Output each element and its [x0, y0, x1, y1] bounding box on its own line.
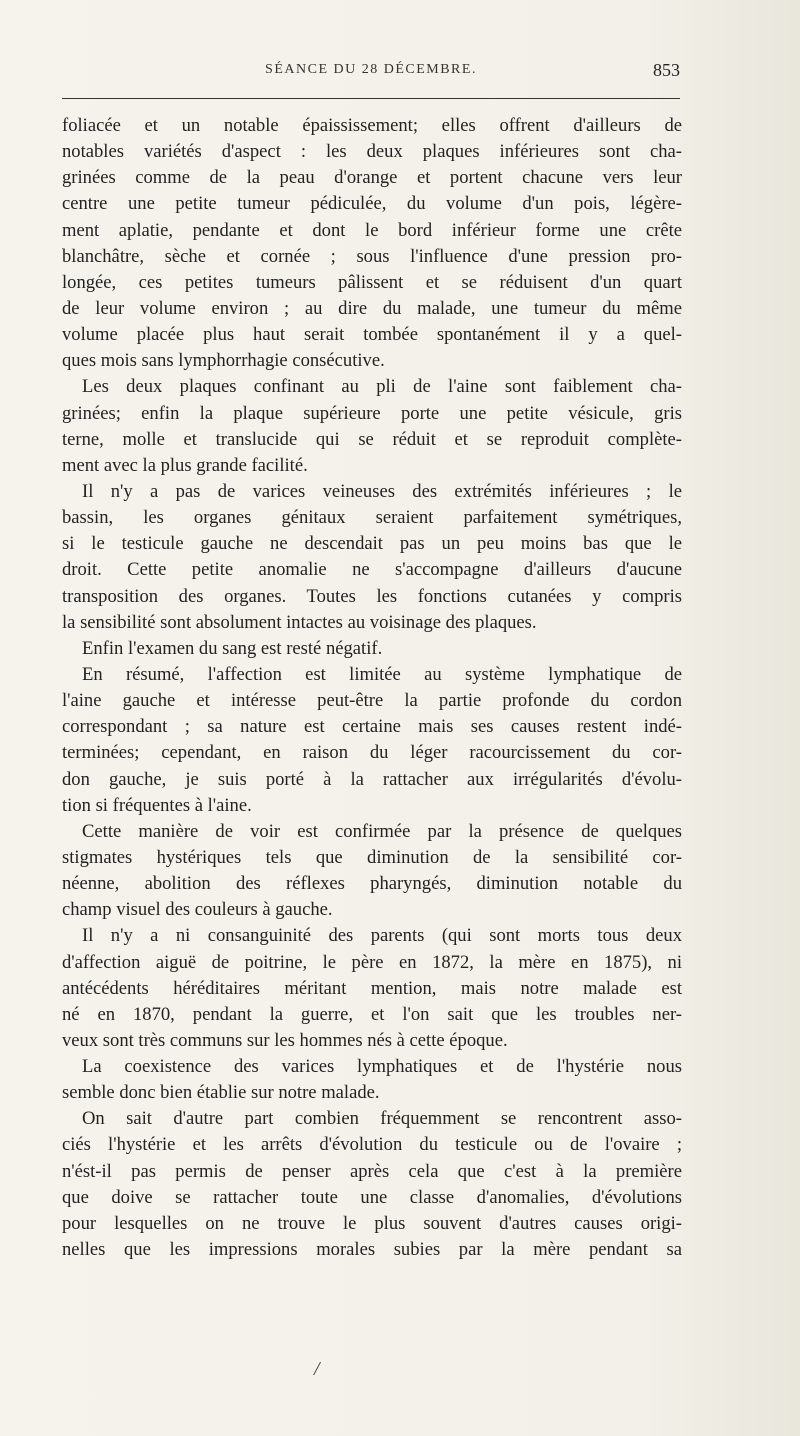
- text-line: On sait d'autre part combien fréquemment se rencontrent asso-: [82, 1108, 682, 1130]
- paragraph: [62, 923, 682, 1054]
- text-line: Il n'y a pas de varices veineuses des extrémités inférieures ; le: [82, 480, 682, 502]
- text-line: d'affection aiguë de poitrine, le père en 1872, la mère en 1875), ni: [62, 951, 682, 973]
- text-line: néenne, abolition des réflexes pharyngés, diminution notable du: [62, 873, 682, 895]
- stray-mark: /: [314, 1358, 320, 1380]
- paragraph: [62, 1106, 682, 1263]
- text-line: Cette manière de voir est confirmée par la présence de quelques: [82, 820, 682, 842]
- running-title: SÉANCE DU 28 DÉCEMBRE.: [265, 62, 477, 77]
- text-line: tion si fréquentes à l'aine.: [62, 794, 252, 816]
- text-line: nelles que les impressions morales subies par la mère pendant sa: [62, 1239, 682, 1261]
- text-line: de leur volume environ ; au dire du malade, une tumeur du même: [62, 297, 682, 319]
- text-line: correspondant ; sa nature est certaine mais ses causes restent indé-: [62, 716, 682, 738]
- text-line: veux sont très communs sur les hommes nés à cette époque.: [62, 1029, 508, 1051]
- text-line: grinées comme de la peau d'orange et portent chacune vers leur: [62, 167, 682, 189]
- text-line: bassin, les organes génitaux seraient parfaitement symétriques,: [62, 507, 682, 529]
- text-line: centre une petite tumeur pédiculée, du volume d'un pois, légère-: [62, 193, 682, 215]
- text-line: En résumé, l'affection est limitée au système lymphatique de: [82, 663, 682, 685]
- paragraph: [62, 479, 682, 636]
- text-line: Il n'y a ni consanguinité des parents (qui sont morts tous deux: [82, 925, 682, 947]
- text-line: blanchâtre, sèche et cornée ; sous l'influence d'une pression pro-: [62, 245, 682, 267]
- running-head: [62, 62, 680, 86]
- paragraph: [62, 636, 682, 662]
- text-line: si le testicule gauche ne descendait pas un peu moins bas que le: [62, 533, 682, 555]
- paragraph: [62, 374, 682, 479]
- paragraph: [62, 1054, 682, 1106]
- text-line: ment avec la plus grande facilité.: [62, 454, 308, 476]
- text-line: Enfin l'examen du sang est resté négatif.: [82, 637, 383, 659]
- paragraph: [62, 819, 682, 924]
- text-line: transposition des organes. Toutes les fonctions cutanées y compris: [62, 585, 682, 607]
- text-line: notables variétés d'aspect : les deux plaques inférieures sont cha-: [62, 141, 682, 163]
- text-line: pour lesquelles on ne trouve le plus souvent d'autres causes origi-: [62, 1212, 682, 1234]
- text-line: terminées; cependant, en raison du léger racourcissement du cor-: [62, 742, 682, 764]
- text-line: antécédents héréditaires méritant mention, mais notre malade est: [62, 977, 682, 999]
- text-line: l'aine gauche et intéresse peut-être la partie profonde du cordon: [62, 690, 682, 712]
- text-line: droit. Cette petite anomalie ne s'accompagne d'ailleurs d'aucune: [62, 559, 682, 581]
- paragraph: [62, 662, 682, 819]
- text-line: longée, ces petites tumeurs pâlissent et se réduisent d'un quart: [62, 271, 682, 293]
- page-number: 853: [653, 60, 680, 80]
- text-line: n'ést-il pas permis de penser après cela que c'est à la première: [62, 1160, 682, 1182]
- text-line: ciés l'hystérie et les arrêts d'évolution du testicule ou de l'ovaire ;: [62, 1134, 682, 1156]
- text-line: don gauche, je suis porté à la rattacher aux irrégularités d'évolu-: [62, 768, 682, 790]
- text-line: grinées; enfin la plaque supérieure porte une petite vésicule, gris: [62, 402, 682, 424]
- text-line: foliacée et un notable épaississement; elles offrent d'ailleurs de: [62, 115, 682, 136]
- body-text: [62, 113, 682, 1263]
- text-line: terne, molle et translucide qui se réduit et se reproduit complète-: [62, 428, 682, 450]
- text-line: semble donc bien établie sur notre malade.: [62, 1082, 380, 1104]
- text-line: volume placée plus haut serait tombée spontanément il y a quel-: [62, 324, 682, 346]
- text-line: ques mois sans lymphorrhagie consécutive.: [62, 350, 385, 372]
- text-line: stigmates hystériques tels que diminution de la sensibilité cor-: [62, 846, 682, 868]
- header-rule: [62, 98, 680, 99]
- paragraph: [62, 113, 682, 374]
- text-line: champ visuel des couleurs à gauche.: [62, 899, 333, 921]
- text-line: Les deux plaques confinant au pli de l'aine sont faiblement cha-: [82, 376, 682, 398]
- text-line: né en 1870, pendant la guerre, et l'on sait que les troubles ner-: [62, 1003, 682, 1025]
- text-line: ment aplatie, pendante et dont le bord inférieur forme une crête: [62, 219, 682, 241]
- text-line: La coexistence des varices lymphatiques et de l'hystérie nous: [82, 1056, 682, 1078]
- text-line: la sensibilité sont absolument intactes au voisinage des plaques.: [62, 611, 537, 633]
- text-line: que doive se rattacher toute une classe d'anomalies, d'évolutions: [62, 1186, 682, 1208]
